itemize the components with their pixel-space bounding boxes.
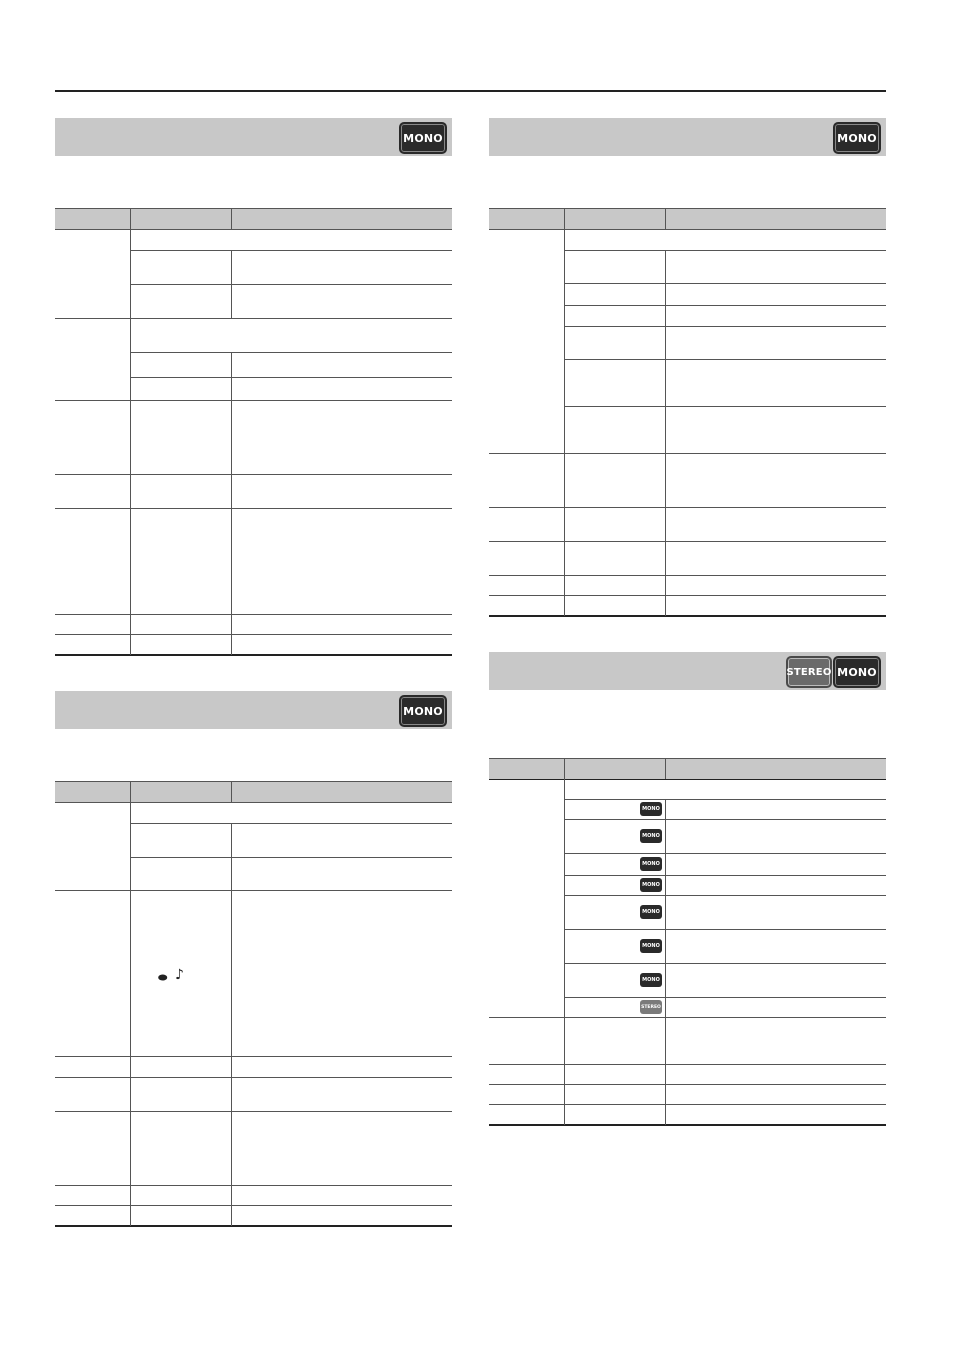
table-header-row <box>489 758 886 780</box>
section-header-left-1 <box>55 118 452 156</box>
section-header-right-1 <box>489 118 886 156</box>
eighth-note-icon: ♪ <box>175 967 184 983</box>
mono-small-badge: MONO <box>640 905 662 919</box>
param-table-left-2 <box>55 781 452 1227</box>
table-header-row <box>55 208 452 230</box>
page-top-rule <box>55 90 886 92</box>
param-table-left-1 <box>55 208 452 656</box>
mono-small-badge: MONO <box>640 857 662 871</box>
param-table-right-2 <box>489 758 886 1128</box>
section-header-left-2 <box>55 691 452 729</box>
table-header-row <box>55 781 452 803</box>
section-header-right-2 <box>489 652 886 690</box>
mono-small-badge: MONO <box>640 878 662 892</box>
mono-small-badge: MONO <box>640 973 662 987</box>
table-header-row <box>489 208 886 230</box>
mono-badge: MONO <box>833 656 881 688</box>
stereo-small-badge: STEREO <box>640 1000 662 1014</box>
mono-small-badge: MONO <box>640 939 662 953</box>
mono-small-badge: MONO <box>640 829 662 843</box>
stereo-badge: STEREO <box>786 656 832 688</box>
whole-note-icon: ⬬ <box>158 971 168 984</box>
mono-badge: MONO <box>399 122 447 154</box>
param-table-right-1 <box>489 208 886 618</box>
mono-badge: MONO <box>399 695 447 727</box>
mono-small-badge: MONO <box>640 802 662 816</box>
mono-badge: MONO <box>833 122 881 154</box>
